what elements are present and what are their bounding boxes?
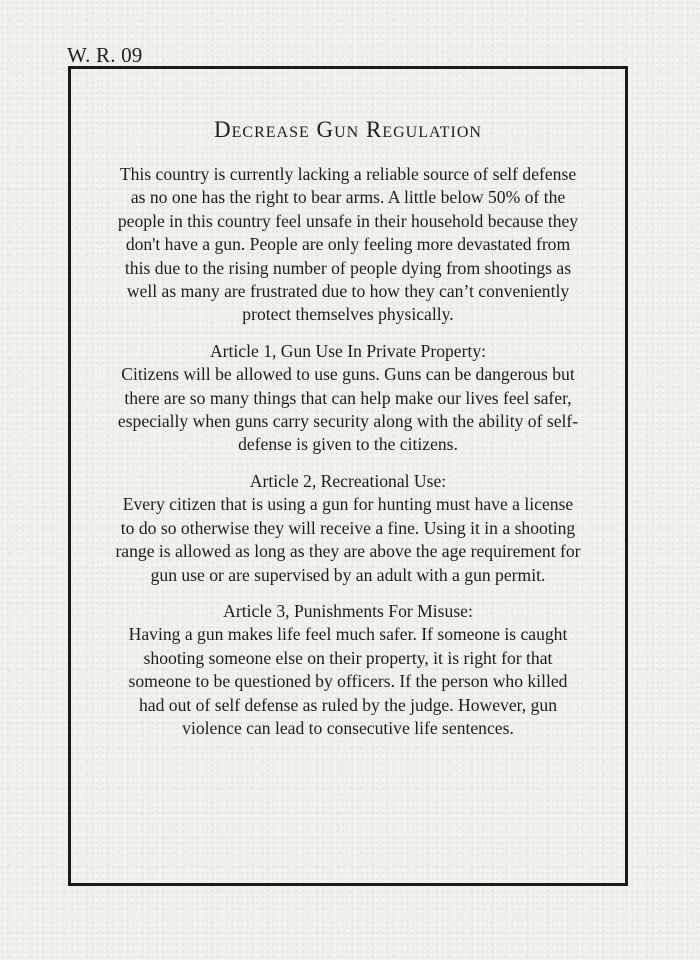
document-title: Decrease Gun Regulation xyxy=(214,117,482,142)
article-1 xyxy=(115,340,581,457)
article-2 xyxy=(115,470,581,587)
article-1-body: Citizens will be allowed to use guns. Guns can be dangerous but there are so many things that can help make our lives feel safer, especially when guns carry security along with the ability of self-defense is given to the citizens. xyxy=(117,364,579,455)
intro-paragraph: This country is currently lacking a reliable source of self defense as no one has the right to bear arms. A little below 50% of the people in this country feel unsafe in their household because they don't have a gun. People are only feeling more devastated from this due to the rising number of people dying from shootings as well as many are frustrated due to how they can’t conveniently protect themselves physically. xyxy=(117,164,579,325)
document-code: W. R. 09 xyxy=(67,43,143,67)
document-content xyxy=(71,69,625,753)
article-3-heading: Article 3, Punishments For Misuse: xyxy=(223,600,473,621)
article-2-body: Every citizen that is using a gun for hunting must have a license to do so otherwise they will receive a fine. Using it in a shooting range is allowed as long as they are above the age requirement for gun use or are supervised by an adult with a gun permit. xyxy=(115,494,581,585)
article-3-body: Having a gun makes life feel much safer. If someone is caught shooting someone else on their property, it is right for that someone to be questioned by officers. If the person who killed had out of self defense as ruled by the judge. However, gun violence can lead to consecutive life sentences. xyxy=(128,624,568,738)
article-1-heading: Article 1, Gun Use In Private Property: xyxy=(209,340,487,361)
article-3 xyxy=(115,600,581,740)
article-2-heading: Article 2, Recreational Use: xyxy=(249,470,447,491)
document-frame xyxy=(68,66,628,886)
